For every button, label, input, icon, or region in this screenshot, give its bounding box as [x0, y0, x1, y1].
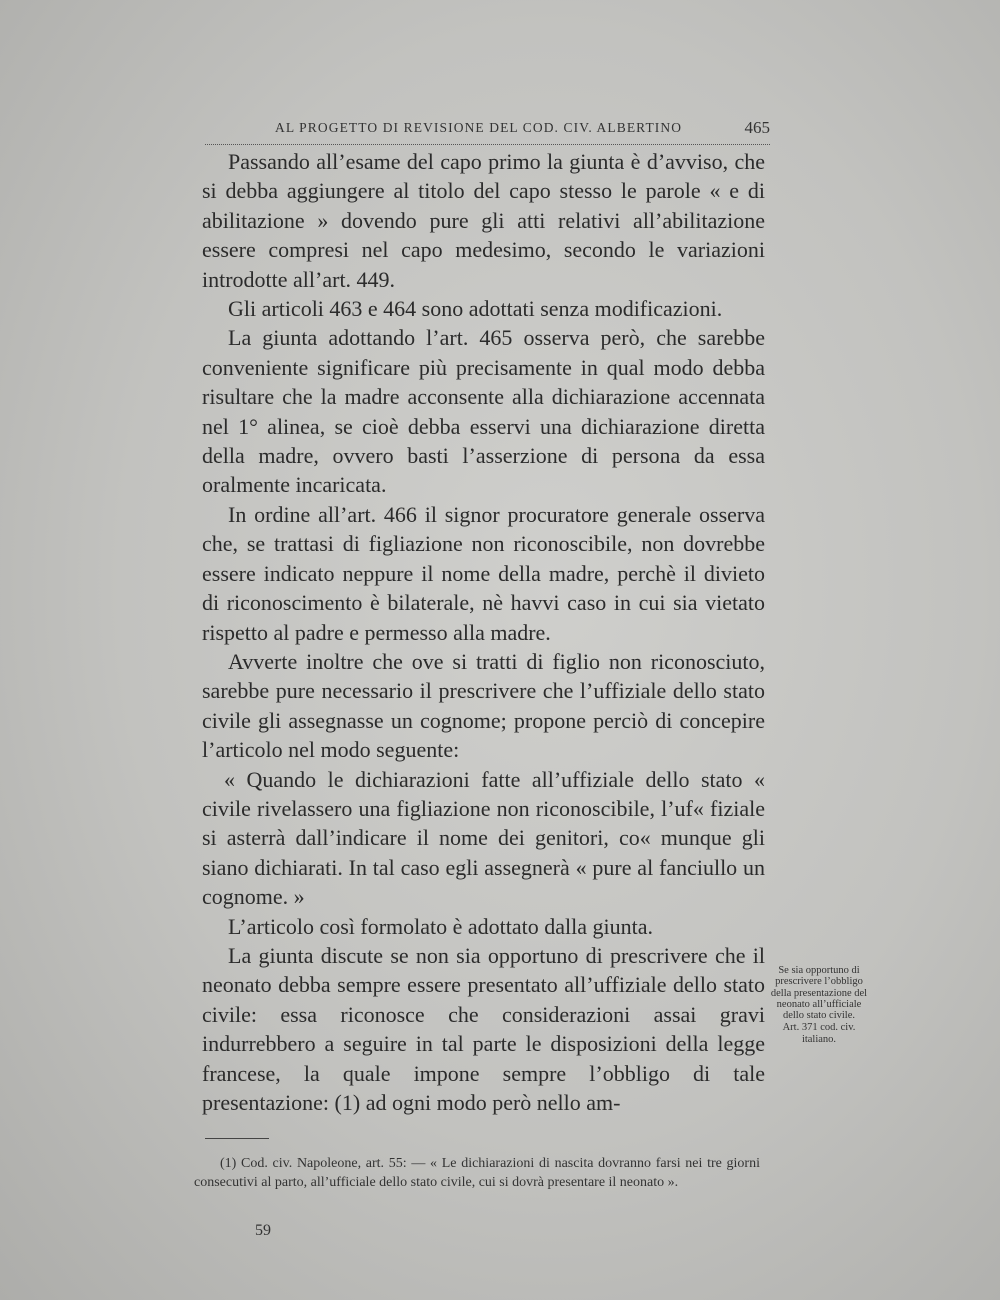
- paragraph: La giunta adottando l’art. 465 osserva però, che sarebbe conveniente significare più precisamente in qual modo debba risultare che la madre acconsente alla dichiarazione accennata nel 1° alinea, se cioè debba esservi una dichiarazione diretta della madre, ovvero basti l’asserzione di persona da essa oralmente incaricata.: [202, 325, 765, 498]
- page-number: 465: [744, 118, 770, 137]
- margin-note-reference: Art. 371 cod. civ. italiano.: [782, 1022, 856, 1045]
- paragraph: In ordine all’art. 466 il signor procuratore generale osserva che, se trattasi di figliazione non riconoscibile, non dovrebbe essere indicato neppure il nome della madre, perchè il divieto di riconoscimento è bilaterale, nè havvi caso in cui sia vietato rispetto al padre e permesso alla madre.: [202, 501, 765, 645]
- paragraph: Passando all’esame del capo primo la giunta è d’avviso, che si debba aggiungere al titolo del capo stesso le parole « e di abilitazione » dovendo pure gli atti relativi all’abilitazione essere compresi nel capo medesimo, secondo le variazioni introdotte all’art. 449.: [202, 149, 765, 292]
- footnote-rule: [205, 1138, 269, 1139]
- paragraph: Gli articoli 463 e 464 sono adottati senza modificazioni.: [228, 296, 723, 322]
- paragraph: La giunta discute se non sia opportuno di prescrivere che il neonato debba sempre essere presentato all’uffiziale dello stato civile: essa riconosce che considerazioni assai gravi indurrebbero a seguire in tal parte le disposizioni della legge francese, la quale impone sempre l’obbligo di tale presentazione: (1) ad ogni modo però nello am-: [202, 942, 765, 1115]
- body-text: [202, 147, 765, 1117]
- margin-note-text: Se sia opportuno di prescrivere l’obbligo della presentazione del neonato all’ufficiale dello stato civile.: [770, 965, 868, 1022]
- quoted-article: « Quando le dichiarazioni fatte all’uffiziale dello stato « civile rivelassero una figliazione non riconoscibile, l’uf« fiziale si asterrà dall’indicare il nome dei genitori, co« munque gli siano dichiarati. In tal caso egli assegnerà « pure al fanciullo un cognome. »: [202, 766, 765, 910]
- page-header: [205, 118, 770, 145]
- paragraph: L’articolo così formolato è adottato dalla giunta.: [228, 913, 654, 939]
- running-head: AL PROGETTO DI REVISIONE DEL COD. CIV. ALBERTINO: [275, 120, 683, 135]
- footnote: [194, 1155, 760, 1192]
- margin-note: [767, 965, 871, 1045]
- footnote-text: (1) Cod. civ. Napoleone, art. 55: — « Le dichiarazioni di nascita dovranno farsi nei tre giorni consecutivi al parto, all’ufficiale dello stato civile, cui si dovrà presentare il neonato ».: [194, 1156, 760, 1190]
- signature-mark: 59: [255, 1222, 271, 1239]
- paragraph: Avverte inoltre che ove si tratti di figlio non riconosciuto, sarebbe pure necessario il prescrivere che l’uffiziale dello stato civile gli assegnasse un cognome; propone perciò di concepire l’articolo nel modo seguente:: [202, 648, 765, 763]
